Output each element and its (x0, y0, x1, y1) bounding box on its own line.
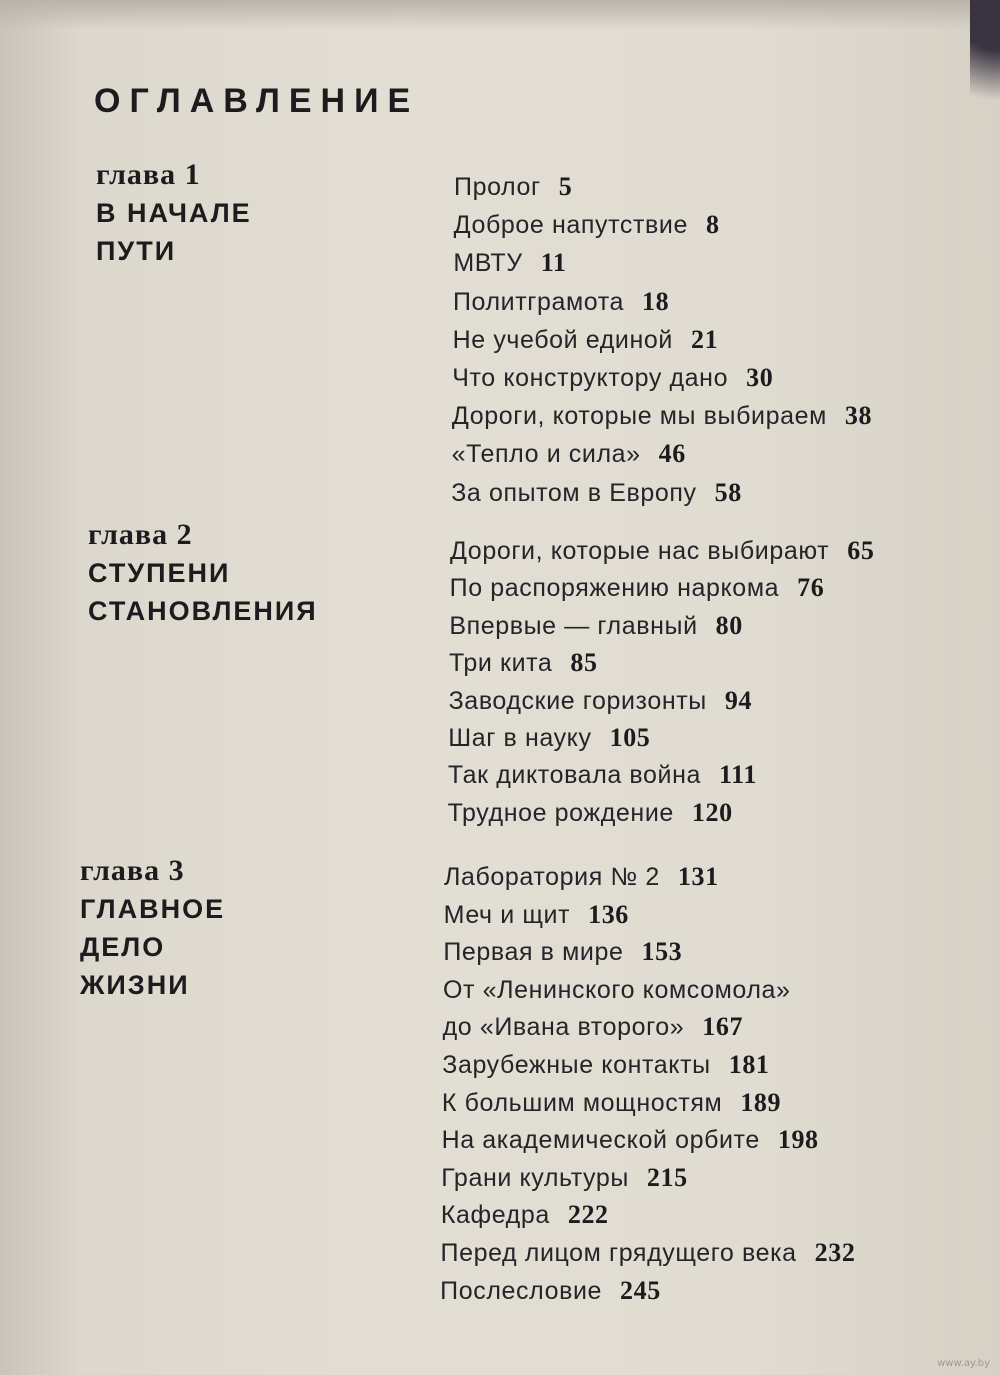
toc-entry-page-number: 11 (540, 248, 567, 278)
toc-entry-title: Пролог (454, 173, 541, 201)
toc-entry-page-number: 167 (702, 1012, 744, 1042)
toc-entry-title: Не учебой единой (452, 325, 673, 354)
toc-entry-page-number: 5 (558, 172, 573, 201)
toc-entry (441, 1200, 609, 1230)
chapter-number: глава 2 (88, 518, 193, 551)
toc-entry-title: К большим мощностям (441, 1088, 723, 1117)
chapter-title-line: ПУТИ (96, 236, 177, 266)
toc-entry-page-number: 181 (728, 1050, 770, 1079)
toc-entry-page-number: 85 (570, 648, 598, 678)
toc-entry (449, 611, 743, 641)
chapter-3-heading (80, 852, 225, 1004)
toc-entry (443, 1012, 743, 1042)
chapter-title-line: ДЕЛО (80, 932, 166, 962)
chapter-number: глава 3 (80, 854, 185, 887)
toc-entry-page-number: 76 (797, 573, 825, 603)
chapter-title-line: ГЛАВНОЕ (80, 894, 226, 924)
toc-entry-title: За опытом в Европу (451, 478, 697, 507)
toc-entry-page-number: 222 (567, 1200, 609, 1230)
chapter-number: глава 1 (96, 158, 201, 191)
toc-entry (450, 573, 825, 603)
toc-entry-page-number: 120 (691, 797, 733, 827)
toc-entry (454, 172, 572, 202)
toc-entry-page-number: 30 (746, 363, 774, 392)
toc-entry-page-number: 46 (658, 439, 686, 469)
toc-entry-page-number: 21 (690, 324, 719, 354)
toc-entry (452, 363, 773, 393)
chapter-1-heading (96, 156, 252, 270)
toc-entry-page-number: 131 (677, 862, 719, 891)
toc-entry-title: Шаг в науку (448, 724, 592, 752)
toc-entry-title: Трудное рождение (447, 798, 674, 827)
toc-entry (448, 723, 650, 753)
toc-entry-title: «Тепло и сила» (451, 440, 641, 469)
toc-entry-page-number: 198 (777, 1125, 819, 1155)
toc-entry-page-number: 215 (646, 1162, 688, 1192)
toc-entry (452, 439, 686, 469)
toc-entry-title: Послесловие (440, 1276, 603, 1305)
toc-entry (440, 1276, 661, 1306)
toc-entry (442, 1050, 769, 1080)
toc-entry-page-number: 153 (641, 937, 683, 967)
toc-entry-page-number: 58 (714, 477, 742, 507)
toc-entry (449, 686, 752, 716)
toc-entry-title: От «Ленинского комсомола» (442, 975, 791, 1004)
toc-entry (451, 478, 742, 508)
toc-entry (444, 862, 719, 892)
toc-entry (450, 536, 874, 566)
chapter-title-line: В НАЧАЛЕ (96, 198, 252, 228)
toc-entry-page-number: 105 (609, 723, 651, 752)
toc-entry-title: Заводские горизонты (448, 686, 707, 715)
toc-entry-title: На академической орбите (441, 1126, 760, 1155)
toc-entry-title: Впервые — главный (449, 611, 698, 640)
toc-entry-title: Кафедра (440, 1201, 550, 1230)
toc-entry-title: Доброе напутствие (453, 211, 688, 240)
toc-entry (442, 1125, 819, 1155)
toc-entry-page-number: 65 (847, 536, 875, 565)
toc-entry (443, 937, 682, 967)
chapter-title-line: СТАНОВЛЕНИЯ (88, 596, 318, 626)
toc-entry-title: Перед лицом грядущего века (440, 1239, 797, 1267)
toc-entry (449, 648, 598, 678)
toc-entry-title: Дороги, которые мы выбираем (451, 402, 827, 431)
toc-entry-page-number: 38 (844, 401, 873, 431)
toc-entry (443, 975, 791, 1005)
toc-entry-page-number: 111 (719, 760, 757, 790)
toc-entry-title: Меч и щит (443, 900, 571, 929)
toc-entry-page-number: 18 (642, 286, 670, 316)
toc-entry (441, 1163, 688, 1193)
toc-entry-page-number: 136 (588, 899, 629, 929)
toc-entry (452, 401, 872, 431)
toc-entry-title: Дороги, которые нас выбирают (450, 537, 830, 565)
chapter-title-line: СТУПЕНИ (88, 558, 231, 588)
toc-entry-page-number: 80 (715, 610, 743, 640)
toc-entry-title: Три кита (448, 649, 553, 678)
toc-entry (448, 798, 733, 828)
watermark: www.ay.by (937, 1358, 990, 1369)
toc-entry-title: Зарубежные контакты (442, 1051, 711, 1079)
toc-entry-title: Политграмота (452, 287, 625, 316)
toc-entry (448, 760, 757, 790)
toc-entry-title: Лаборатория № 2 (444, 863, 660, 891)
toc-entry (442, 1088, 781, 1118)
toc-entry-title: до «Ивана второго» (442, 1013, 685, 1042)
toc-entry-page-number: 232 (814, 1238, 856, 1267)
toc-entry-page-number: 189 (740, 1087, 782, 1117)
toc-entry (454, 210, 720, 240)
toc-entry-title: Первая в мире (443, 938, 624, 967)
toc-entry-page-number: 245 (620, 1275, 661, 1305)
toc-entry-title: МВТУ (453, 249, 523, 278)
toc-entry (444, 900, 629, 930)
page-title: ОГЛАВЛЕНИЕ (94, 82, 420, 120)
toc-entry (453, 248, 566, 278)
chapter-2-heading (88, 516, 318, 630)
toc-entry-title: Что конструктору дано (452, 364, 729, 392)
toc-entry-title: Так диктовала война (447, 761, 702, 790)
toc-entry (453, 325, 719, 355)
toc-entry-page-number: 8 (705, 210, 720, 240)
chapter-title-line: ЖИЗНИ (80, 970, 190, 1000)
toc-entry-title: По распоряжению наркома (449, 574, 780, 603)
toc-entry-title: Грани культуры (441, 1163, 629, 1192)
toc-entry (441, 1238, 856, 1268)
toc-entry-page-number: 94 (724, 685, 753, 715)
toc-entry (453, 287, 669, 317)
